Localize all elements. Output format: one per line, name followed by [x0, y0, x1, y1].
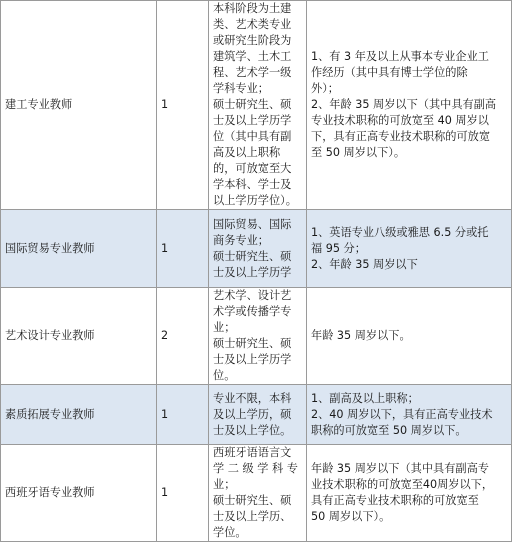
position-cell: 国际贸易专业教师 [1, 210, 157, 288]
requirement-line: 作经历（其中具有博士学位的除 [311, 66, 468, 79]
major-line: 学科专业； [213, 82, 269, 95]
major-line: 业； [213, 478, 236, 491]
major-line: 高及以上职称 [213, 146, 281, 159]
major-line: 士及以上学历学 [213, 353, 292, 366]
major-line: 士及以上学历学 [213, 265, 292, 279]
table-row [1, 210, 512, 288]
major-line: 硕士研究生、硕 [213, 98, 292, 111]
major-line: 程、艺术学一级 [213, 66, 292, 79]
major-line: 及以上学历，硕 [213, 407, 292, 421]
count-cell: 1 [157, 385, 209, 445]
count-cell: 2 [157, 288, 209, 385]
major-cell [209, 445, 307, 542]
requirement-line: 外）； [311, 82, 339, 95]
requirement-cell [307, 1, 512, 210]
major-line: 艺术学、设计艺 [213, 289, 292, 302]
major-line: 本科阶段为土建 [213, 2, 292, 15]
requirement-line: 年龄 35 周岁以下。 [311, 329, 411, 342]
major-line: 术学或传播学专 [213, 305, 292, 318]
requirement-line: 年龄 35 周岁以下（其中具有副高专 [311, 462, 489, 475]
major-line: 业； [213, 321, 236, 334]
table-row [1, 288, 512, 385]
position-cell: 素质拓展专业教师 [1, 385, 157, 445]
count-cell: 1 [157, 210, 209, 288]
major-line: 建筑学、土木工 [213, 50, 292, 63]
major-line: 国际贸易、国际 [213, 217, 292, 231]
major-line: 西班牙语语言文 [213, 446, 292, 459]
requirement-cell [307, 210, 512, 288]
requirement-line: 1、副高及以上职称； [311, 391, 419, 405]
major-line: 位（其中具有副 [213, 130, 292, 143]
major-line: 专业不限，本科 [213, 391, 292, 405]
requirement-line: 专业技术职称的可放宽至 40 周岁以 [311, 114, 489, 127]
major-line: 士及以上学位。 [213, 423, 292, 437]
major-line: 的，可放宽至大 [213, 162, 292, 175]
count-cell: 1 [157, 1, 209, 210]
requirement-line: 福 95 分； [311, 241, 366, 255]
major-line: 士及以上学历、 [213, 510, 292, 523]
position-cell: 艺术设计专业教师 [1, 288, 157, 385]
major-line: 硕士研究生、硕 [213, 249, 292, 263]
requirement-cell [307, 288, 512, 385]
major-line: 类、艺术类专业 [213, 18, 292, 31]
major-cell [209, 210, 307, 288]
major-line: 或研究生阶段为 [213, 34, 292, 47]
position-cell: 建工专业教师 [1, 1, 157, 210]
requirement-line: 2、年龄 35 周岁以下 [311, 257, 418, 271]
major-line: 士及以上学历学 [213, 114, 292, 127]
requirement-line: 2、年龄 35 周岁以下（其中具有副高 [311, 98, 497, 111]
major-line: 商务专业； [213, 233, 269, 247]
major-line: 学位。 [213, 526, 247, 539]
major-line: 硕士研究生、硕 [213, 337, 292, 350]
requirement-cell [307, 385, 512, 445]
requirement-line: 1、有 3 年及以上从事本专业企业工 [311, 50, 489, 63]
requirement-line: 1、英语专业八级或雅思 6.5 分或托 [311, 225, 489, 239]
major-line: 学 二 级 学 科 专 [213, 462, 298, 475]
requirement-line: 业技术职称的可放宽至40周岁以下， [311, 478, 494, 491]
major-cell [209, 1, 307, 210]
requirement-line: 2、40 周岁以下，具有正高专业技术 [311, 407, 493, 421]
requirement-line: 职称的可放宽至 50 周岁以下。 [311, 423, 467, 437]
position-cell: 西班牙语专业教师 [1, 445, 157, 542]
major-line: 学本科、学士及 [213, 178, 292, 191]
requirement-line: 下，具有正高专业技术职称的可放宽 [311, 130, 491, 143]
major-cell [209, 385, 307, 445]
major-line: 硕士研究生、硕 [213, 494, 292, 507]
table-row [1, 385, 512, 445]
major-line: 位。 [213, 369, 236, 382]
table-row [1, 445, 512, 542]
requirement-line: 至 50 周岁以下）。 [311, 146, 406, 159]
table-row [1, 1, 512, 210]
requirement-cell [307, 445, 512, 542]
count-cell: 1 [157, 445, 209, 542]
major-line: 以上学历学位）。 [213, 194, 297, 207]
requirement-line: 50 周岁以下）。 [311, 510, 391, 523]
major-cell [209, 288, 307, 385]
requirement-line: 具有正高专业技术职称的可放宽至 [311, 494, 479, 507]
